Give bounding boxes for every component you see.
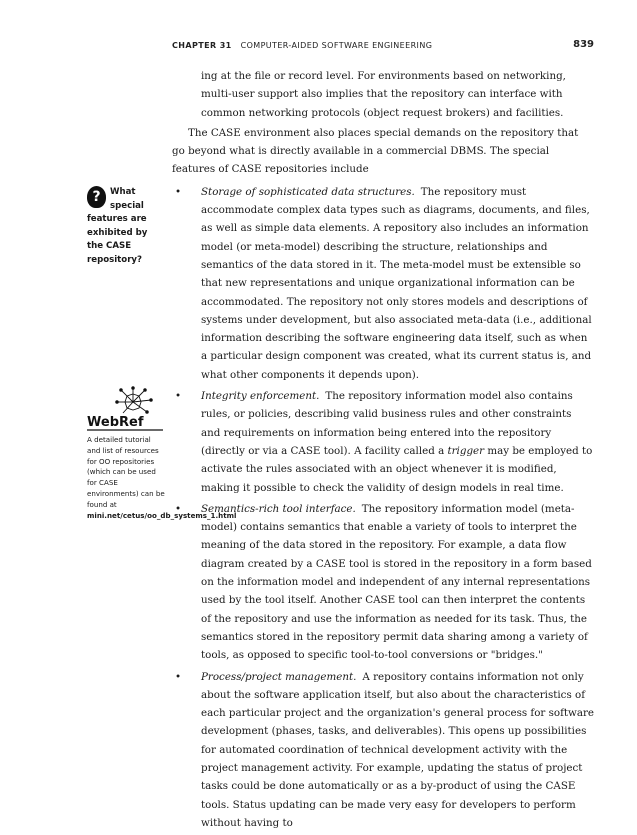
webref-title: WebRef <box>87 415 144 430</box>
chapter-label: CHAPTER 31 <box>172 41 232 50</box>
bullet-text: The repository must accommodate complex data types such as diagrams, documents, and files, as well as simple data elements. A repository also includes an information model (or meta-model) describing the structure, relationships and semantics of the data stored in it. The meta-model must be extensible so that new representations and unique organizational information can be accommodated. The repository not only stores models and descriptions of systems under development, but also associated meta-data (i.e., additional information describing the software engineering data itself, such as when a particular design component was created, what its current status is, and what other components it depends upon). <box>201 185 592 381</box>
webref-description <box>87 435 237 521</box>
bullet-lead: Semantics-rich tool interface. <box>201 502 356 515</box>
bullet-text-continued: may be employed to activate the rules associated with an object whenever it is modified, making it possible to check the validity of design models in real time. <box>201 444 593 494</box>
page-number: 839 <box>573 39 594 50</box>
margin-question <box>87 186 161 267</box>
question-icon: ? <box>87 186 106 208</box>
list-item <box>172 500 594 665</box>
spider-web-icon <box>116 387 153 414</box>
bullet-lead: Process/project management. <box>201 670 357 683</box>
bullet-lead: Storage of sophisticated data structures. <box>201 185 415 198</box>
paragraph-1: ing at the file or record level. For environments based on networking, multi-user support also implies that the repository can interface with common networking protocols (object request brokers) and facilities. <box>201 70 566 119</box>
webref-box <box>87 386 237 521</box>
webref-text: A detailed tutorial and list of resources for OO repositories (which can be used for CASE environments) can be found at <box>87 435 165 509</box>
feature-list <box>172 183 594 832</box>
paragraph-2: The CASE environment also places special demands on the repository that go beyond what is directly available in a commercial DBMS. The special features of CASE repositories include <box>172 126 579 176</box>
list-item <box>172 387 594 497</box>
margin-question-text: What special features are exhibited by the CASE repository? <box>87 187 148 265</box>
webref-logo <box>87 386 165 432</box>
chapter-title: COMPUTER-AIDED SOFTWARE ENGINEERING <box>240 41 433 50</box>
webref-link[interactable]: mini.net/cetus/oo_db_systems_1.html <box>87 510 237 520</box>
trigger-term: trigger <box>447 444 485 457</box>
list-item <box>172 183 594 384</box>
list-item <box>172 668 594 833</box>
bullet-lead: Integrity enforcement. <box>201 390 320 403</box>
bullet-text: The repository information model also contains rules, or policies, describing valid business rules and other constraints and requirements on information being entered into the repository (directly or via a CASE tool). A facility called a <box>201 390 573 457</box>
running-header <box>172 41 594 50</box>
bullet-text: The repository information model (meta-model) contains semantics that enable a variety of tools to interpret the meaning of the data stored in the repository. For example, a data flow diagram created by a CASE tool is stored in the repository in a form based on the information model and independent of any internal representations used by the tool itself. Another CASE tool can then interpret the contents of the repository and use the information as needed for its task. Thus, the semantics stored in the repository permit data sharing among a variety of tools, as opposed to specific tool-to-tool conversions or "bridges." <box>201 502 592 662</box>
main-text <box>172 67 594 835</box>
bullet-text: A repository contains information not only about the software application itself, but also about the characteristics of each particular project and the organization's general process for software development (phases, tasks, and deliverables). This opens up possibilities for automated coordination of technical development activity with the project management activity. For example, updating the status of project tasks could be done automatically or as a by-product of using the CASE tools. Status updating can be made very easy for developers to perform without having to <box>201 670 595 829</box>
